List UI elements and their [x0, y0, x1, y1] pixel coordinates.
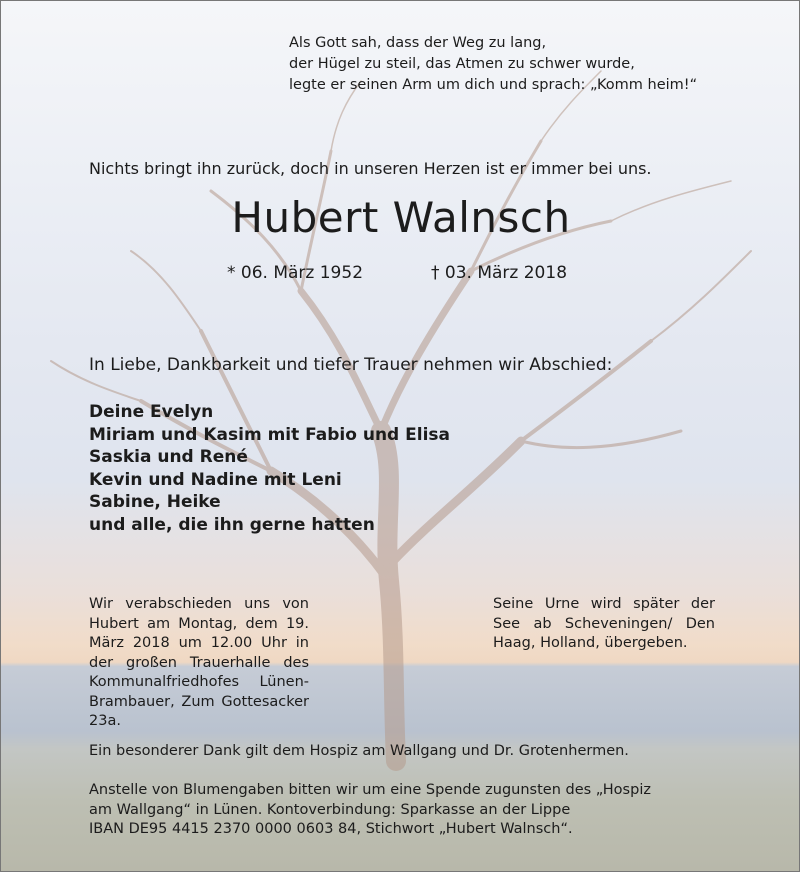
poem-line: Als Gott sah, dass der Weg zu lang, — [289, 35, 547, 51]
farewell-text: In Liebe, Dankbarkeit und tiefer Trauer nehmen wir Abschied: — [89, 355, 613, 375]
urn-text: Seine Urne wird später der See ab Scheveningen/ Den Haag, Holland, übergeben. — [493, 596, 715, 651]
funeral-service-text: Wir verabschieden uns von Hubert am Montag, dem 19. März 2018 um 12.00 Uhr in der großen Trauerhalle des Kommunalfriedhofes Lünen-Brambauer, Zum Gottesacker 23a. — [89, 596, 309, 729]
donation-line: IBAN DE95 4415 2370 0000 0603 84, Stichwort „Hubert Walnsch“. — [89, 821, 573, 837]
mourner-line: Deine Evelyn — [89, 402, 214, 422]
donation-line: am Wallgang“ in Lünen. Kontoverbindung: Sparkasse an der Lippe — [89, 801, 571, 818]
mourner-line: Sabine, Heike — [89, 492, 221, 513]
deceased-name: Hubert Walnsch — [231, 193, 571, 242]
poem — [289, 33, 697, 96]
poem-line: der Hügel zu steil, das Atmen zu schwer wurde, — [289, 56, 635, 72]
mourners-list — [89, 401, 450, 537]
birth-date: * 06. März 1952 — [227, 263, 364, 283]
mourner-line: Kevin und Nadine mit Leni — [89, 469, 342, 490]
death-date: † 03. März 2018 — [431, 263, 568, 283]
intro-text: Nichts bringt ihn zurück, doch in unseren Herzen ist er immer bei uns. — [89, 159, 652, 178]
mourner-line: Miriam und Kasim mit Fabio und Elisa — [89, 424, 450, 445]
poem-line: legte er seinen Arm um dich und sprach: „Komm heim!“ — [289, 77, 698, 93]
donation-text — [89, 781, 715, 840]
donation-line: Anstelle von Blumengaben bitten wir um eine Spende zugunsten des „Hospiz — [89, 782, 651, 798]
mourner-line: und alle, die ihn gerne hatten — [89, 514, 375, 535]
mourner-line: Saskia und René — [89, 447, 248, 468]
thanks-text: Ein besonderer Dank gilt dem Hospiz am Wallgang und Dr. Grotenhermen. — [89, 743, 629, 759]
